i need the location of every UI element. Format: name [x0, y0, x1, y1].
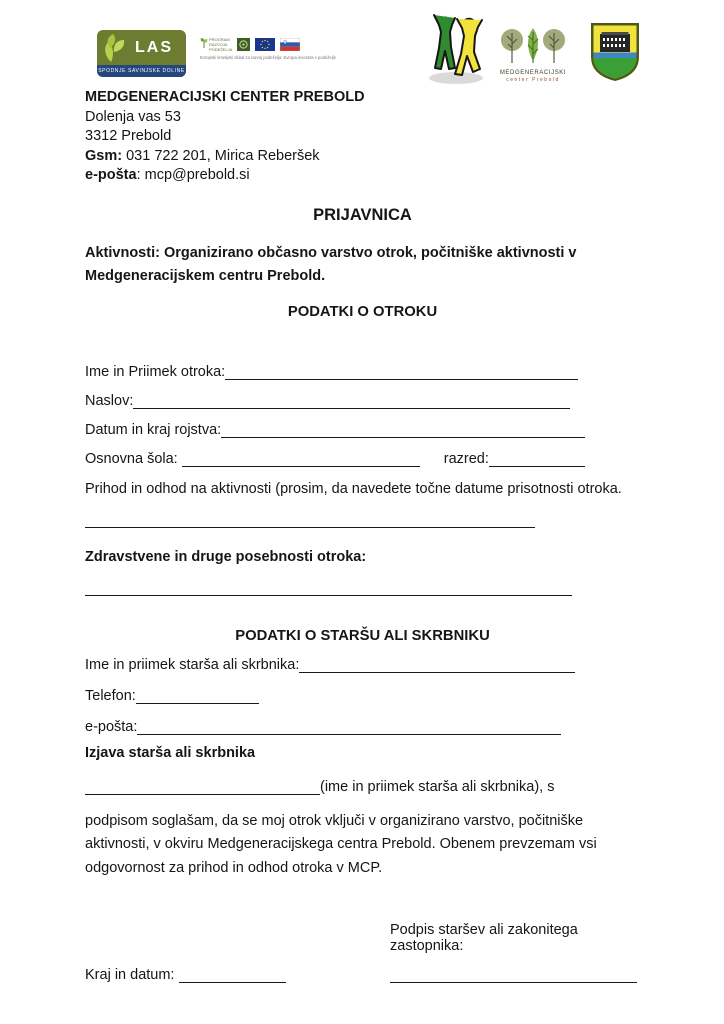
field-child-birth-line — [221, 433, 585, 438]
field-parent-phone-line — [136, 699, 259, 704]
org-street: Dolenja vas 53 — [85, 108, 181, 125]
field-parent-email-label: e-pošta: — [85, 718, 138, 735]
field-parent-email — [85, 719, 561, 735]
field-child-address-line — [133, 404, 570, 409]
field-parent-phone-label: Telefon: — [85, 687, 136, 704]
statement-name-hint: (ime in priimek starša ali skrbnika), s — [320, 778, 555, 795]
three-trees-icon — [500, 27, 566, 64]
form-content — [85, 88, 640, 983]
field-place-date-label: Kraj in datum: — [85, 967, 179, 983]
mcp-logo-subtitle: center Prebold — [506, 77, 560, 83]
eu-funding-caption: Evropski kmetijski sklad za razvoj podeželja: Evropa investira v podeželje — [200, 55, 336, 60]
address-block — [85, 88, 640, 186]
mcp-logo-name: MEDGENERACIJSKI — [499, 70, 567, 76]
field-grade-label: razred: — [443, 450, 489, 467]
leader-logo-icon — [237, 38, 250, 51]
field-parent-email-line — [137, 730, 561, 735]
las-logo-text: LAS — [135, 38, 173, 56]
health-line — [85, 591, 572, 596]
signature-line — [390, 978, 637, 983]
attendance-line — [85, 523, 535, 528]
field-parent-name-label: Ime in priimek starša ali skrbnika: — [85, 656, 300, 673]
field-parent-name-line — [299, 668, 575, 673]
field-child-name-line — [225, 375, 578, 380]
statement-name-row — [85, 779, 640, 795]
statement-name-line — [85, 790, 320, 795]
page-title: PRIJAVNICA — [313, 205, 412, 224]
two-figures-icon — [424, 12, 488, 86]
field-child-address — [85, 393, 570, 409]
field-child-birth-label: Datum in kraj rojstva: — [85, 421, 222, 438]
las-logo-main — [97, 30, 186, 65]
signature-label: Podpis staršev ali zakonitega zastopnika: — [390, 922, 578, 954]
signature-block — [390, 922, 640, 983]
section-heading-parent: PODATKI O STARŠU ALI SKRBNIKU — [235, 627, 490, 644]
org-email: e-pošta: mcp@prebold.si — [85, 167, 250, 183]
las-logo — [97, 30, 186, 77]
field-child-birth — [85, 422, 585, 438]
field-place-date-line — [179, 978, 286, 983]
field-place-date — [85, 922, 286, 983]
statement-heading: Izjava starša ali skrbnika — [85, 744, 256, 761]
attendance-note: Prihod in odhod na aktivnosti (prosim, da navedete točne datume prisotnosti otroka. — [85, 480, 622, 497]
header-logos — [0, 0, 724, 88]
field-child-name — [85, 364, 578, 380]
mcp-logo — [497, 27, 569, 83]
eu-flag-icon — [255, 38, 275, 51]
field-child-name-label: Ime in Priimek otroka: — [85, 363, 226, 380]
field-grade-line — [489, 462, 585, 467]
slovenia-flag-icon — [280, 38, 300, 51]
eu-funding-logos — [200, 37, 336, 60]
las-leaves-icon — [97, 32, 131, 64]
statement-body: podpisom soglašam, da se moj otrok vključi v organizirano varstvo, počitniške aktivnosti, v okviru Medgeneracijskega centra Prebold. Obenem prevzemam vsi odgovornost za prihod in odhod otroka v MCP. — [85, 812, 597, 876]
sprout-icon — [200, 37, 208, 49]
org-city: 3312 Prebold — [85, 128, 172, 144]
field-child-address-label: Naslov: — [85, 392, 134, 409]
org-name: MEDGENERACIJSKI CENTER PREBOLD — [85, 89, 365, 105]
prebold-coat-of-arms-icon — [589, 21, 641, 83]
form-footer — [85, 922, 640, 983]
las-logo-subtitle: SPODNJE SAVINJSKE DOLINE — [97, 65, 186, 77]
org-phone: Gsm: 031 722 201, Mirica Reberšek — [85, 147, 320, 164]
activity-description: Aktivnosti: Organizirano občasno varstvo otrok, počitniške aktivnosti v Medgeneracijskem centru Prebold. — [85, 244, 577, 284]
health-label: Zdravstvene in druge posebnosti otroka: — [85, 548, 367, 565]
rural-programme-text: PROGRAM RAZVOJA PODEŽELJA — [209, 37, 233, 52]
rural-programme-logo — [200, 37, 232, 52]
field-parent-name — [85, 657, 575, 673]
section-heading-child: PODATKI O OTROKU — [287, 303, 438, 320]
field-parent-phone — [85, 688, 640, 704]
field-child-school — [85, 451, 585, 467]
field-school-label: Osnovna šola: — [85, 450, 182, 467]
field-school-line — [182, 462, 420, 467]
